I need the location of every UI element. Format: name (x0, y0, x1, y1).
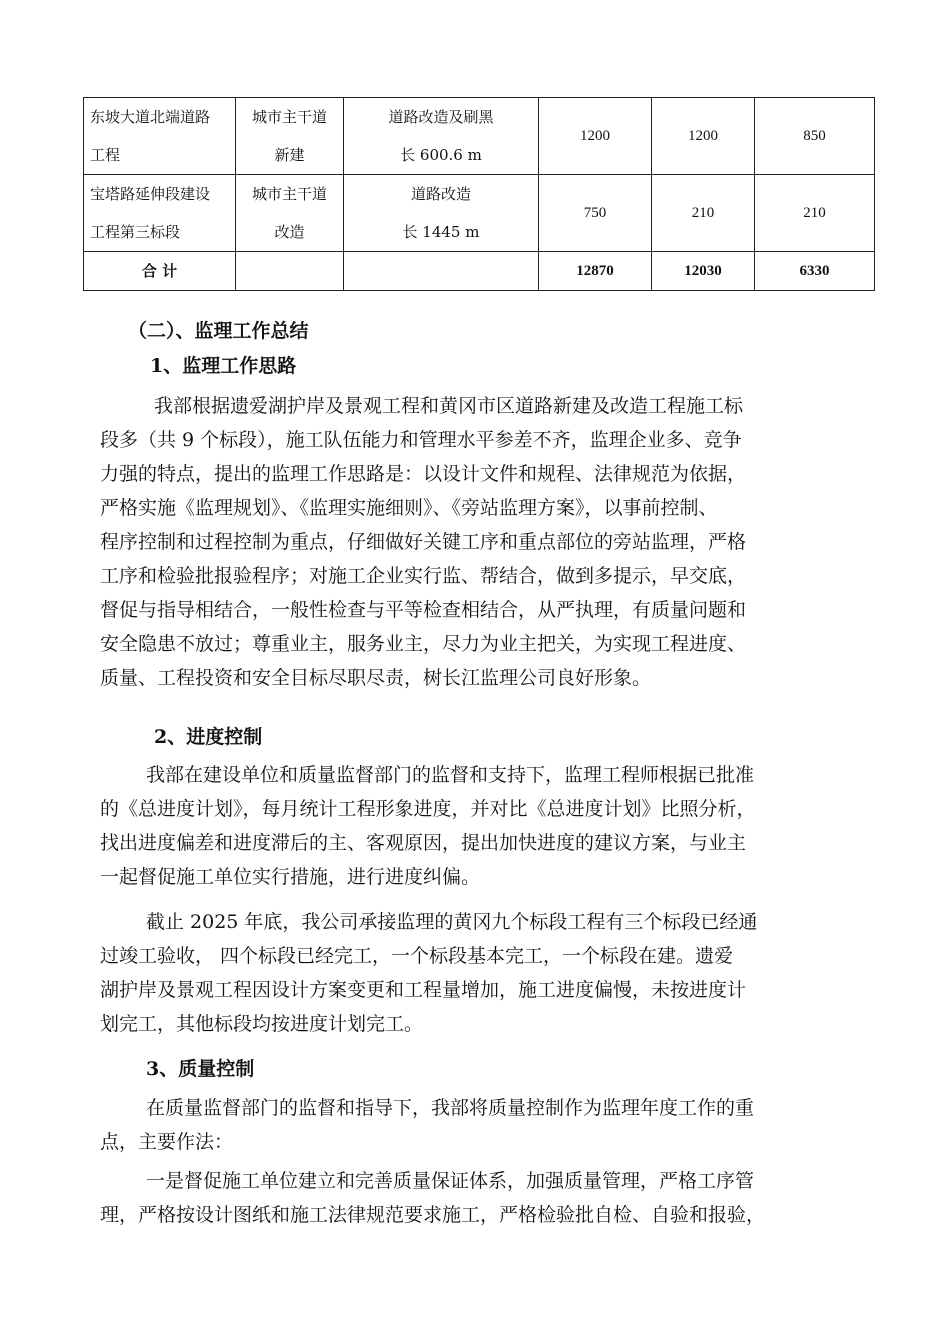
paragraph-progress-1 (100, 758, 880, 894)
value-cell: 1200 (652, 98, 755, 175)
text-line: 划完工，其他标段均按进度计划完工。 (100, 1013, 424, 1035)
paragraph-progress-2 (100, 905, 880, 1041)
text-line: 的《总进度计划》，每月统计工程形象进度，并对比《总进度计划》比照分析， (100, 798, 756, 820)
paragraph-quality-1 (100, 1091, 880, 1159)
text-line: 工序和检验批报验程序；对施工企业实行监、帮结合，做到多提示，早交底， (100, 565, 747, 587)
total-value: 12030 (652, 252, 755, 291)
text-line: 湖护岸及景观工程因设计方案变更和工程量增加，施工进度偏慢，未按进度计 (100, 979, 747, 1001)
scope-cell: 道路改造及刷黑 长 600.6 m (344, 98, 539, 175)
text-line: 过竣工验收， 四个标段已经完工，一个标段基本完工，一个标段在建。遗爱 (100, 945, 734, 967)
text-line: 督促与指导相结合，一般性检查与平等检查相结合，从严执理，有质量问题和 (100, 599, 747, 621)
road-type-cell: 城市主干道 新建 (236, 98, 344, 175)
table-row (84, 175, 875, 252)
subsection-heading-1: 1、监理工作思路 (150, 355, 297, 377)
empty-cell (344, 252, 539, 291)
project-table (83, 97, 875, 291)
paragraph-quality-2 (100, 1164, 880, 1232)
text-line: 力强的特点，提出的监理工作思路是：以设计文件和规程、法律规范为依据， (100, 463, 747, 485)
project-name-cell: 宝塔路延伸段建设 工程第三标段 (84, 175, 236, 252)
text-line: 严格实施《监理规划》、《监理实施细则》、《旁站监理方案》，以事前控制、 (100, 497, 718, 519)
text-line: 我部在建设单位和质量监督部门的监督和支持下，监理工程师根据已批准 (146, 764, 755, 786)
value-cell: 1200 (539, 98, 652, 175)
total-value: 12870 (539, 252, 652, 291)
text-line: 找出进度偏差和进度滞后的主、客观原因，提出加快进度的建议方案，与业主 (100, 832, 747, 854)
text-line: 段多（共 9 个标段），施工队伍能力和管理水平参差不齐，监理企业多、竞争 (100, 429, 742, 451)
text-line: 安全隐患不放过；尊重业主，服务业主，尽力为业主把关，为实现工程进度、 (100, 633, 747, 655)
subsection-heading-2: 2、进度控制 (154, 726, 263, 748)
text-line: 理，严格按设计图纸和施工法律规范要求施工，严格检验批自检、自验和报验， (100, 1204, 766, 1226)
value-cell: 750 (539, 175, 652, 252)
table-row (84, 98, 875, 175)
text-line: 在质量监督部门的监督和指导下，我部将质量控制作为监理年度工作的重 (146, 1097, 755, 1119)
text-line: 质量、工程投资和安全目标尽职尽责，树长江监理公司良好形象。 (100, 667, 652, 689)
paragraph-work-approach (100, 389, 880, 695)
table-total-row (84, 252, 875, 291)
road-type-cell: 城市主干道 改造 (236, 175, 344, 252)
total-label: 合 计 (84, 252, 236, 291)
total-value: 6330 (755, 252, 875, 291)
value-cell: 210 (652, 175, 755, 252)
text-line: 程序控制和过程控制为重点，仔细做好关键工序和重点部位的旁站监理，严格 (100, 531, 747, 553)
text-line: 一是督促施工单位建立和完善质量保证体系，加强质量管理，严格工序管 (146, 1170, 755, 1192)
value-cell: 210 (755, 175, 875, 252)
value-cell: 850 (755, 98, 875, 175)
text-line: 一起督促施工单位实行措施，进行进度纠偏。 (100, 866, 481, 888)
section-heading: （二）、监理工作总结 (128, 320, 309, 342)
project-name-cell: 东坡大道北端道路 工程 (84, 98, 236, 175)
empty-cell (236, 252, 344, 291)
subsection-heading-3: 3、质量控制 (146, 1058, 255, 1080)
scope-cell: 道路改造 长 1445 m (344, 175, 539, 252)
text-line: 我部根据遗爱湖护岸及景观工程和黄冈市区道路新建及改造工程施工标 (154, 395, 744, 417)
text-line: 点，主要作法： (100, 1131, 234, 1153)
text-line: 截止 2025 年底，我公司承接监理的黄冈九个标段工程有三个标段已经通 (146, 911, 758, 933)
